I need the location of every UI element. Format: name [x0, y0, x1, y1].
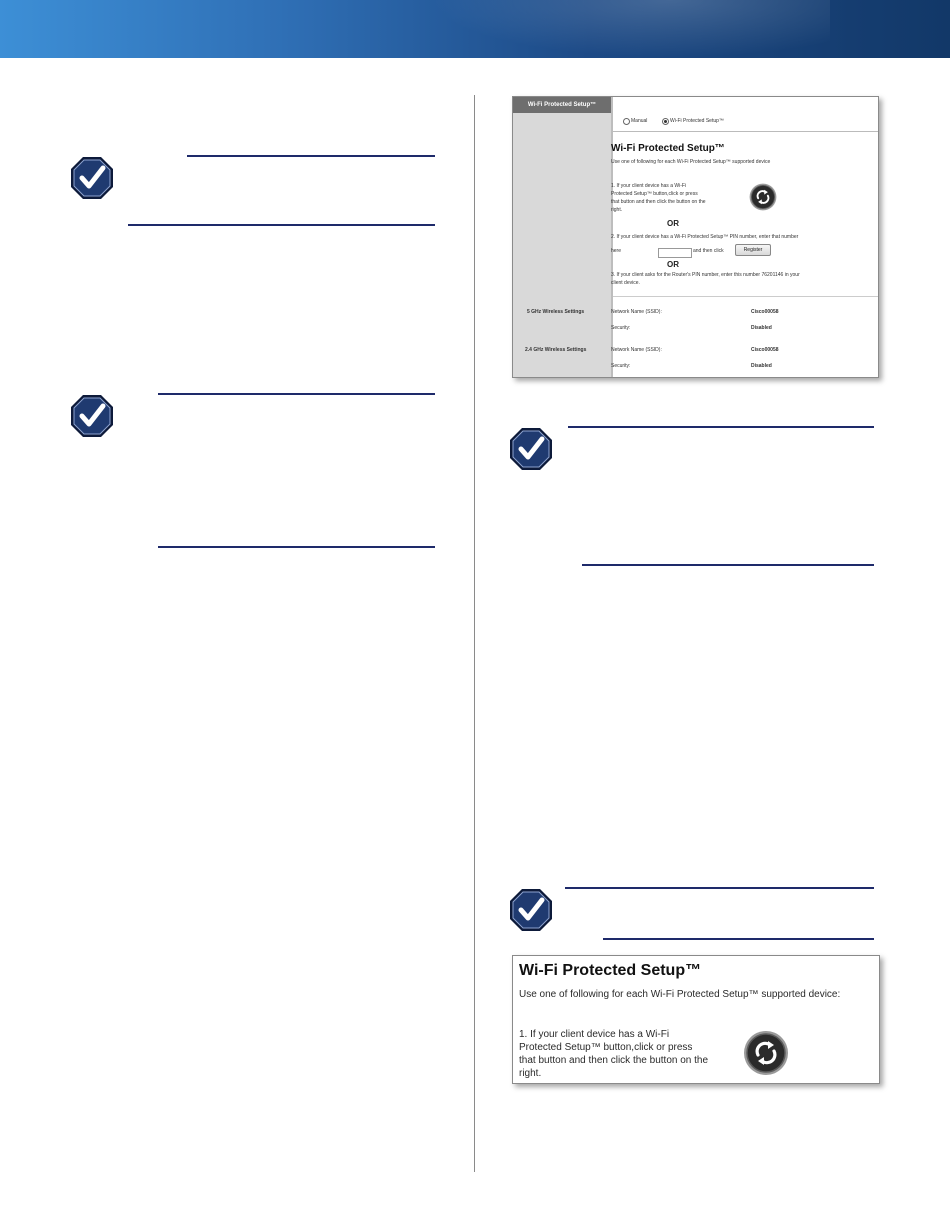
wps-zoom-line3: that button and then click the button on the	[519, 1055, 709, 1066]
option1-line4: right.	[611, 207, 623, 213]
note-top-rule	[568, 426, 874, 428]
wps-push-button-icon[interactable]	[743, 1030, 789, 1076]
wps-zoom-line4: right.	[519, 1068, 542, 1079]
band24-ssid-label: Network Name (SSID):	[611, 347, 662, 353]
wps-zoom-title: Wi-Fi Protected Setup™	[519, 962, 702, 979]
or-separator: OR	[667, 219, 679, 228]
manual-radio-label: Manual	[631, 118, 648, 124]
manual-radio[interactable]	[623, 118, 630, 125]
sidebar-header: Wi-Fi Protected Setup™	[513, 97, 611, 113]
wps-zoom-screenshot	[512, 955, 880, 1084]
band5-security-value: Disabled	[751, 325, 772, 331]
note-bottom-rule	[128, 224, 435, 226]
band24-security-value: Disabled	[751, 363, 772, 369]
band5-ssid-label: Network Name (SSID):	[611, 309, 662, 315]
wps-radio-label: Wi-Fi Protected Setup™	[670, 118, 724, 124]
option1-line1: 1. If your client device has a Wi-Fi	[611, 183, 687, 189]
option2-here: here	[611, 248, 622, 254]
option2-then: and then click	[693, 248, 724, 254]
option2-line1: 2. If your client device has a Wi-Fi Protected Setup™ PIN number, enter that number	[611, 234, 799, 240]
band24-ssid-value: Cisco00058	[751, 347, 779, 353]
option3-line2: client device.	[611, 280, 640, 286]
wps-zoom-subtitle: Use one of following for each Wi-Fi Protected Setup™ supported device:	[519, 989, 841, 1000]
option1-line3: that button and then click the button on the	[611, 199, 706, 205]
note-top-rule	[187, 155, 435, 157]
column-divider	[474, 95, 475, 1172]
wps-zoom-line1: 1. If your client device has a Wi-Fi	[519, 1029, 670, 1040]
wps-push-button-icon[interactable]	[749, 183, 777, 211]
note-bottom-rule	[158, 546, 435, 548]
band24-security-label: Security:	[611, 363, 631, 369]
option3-line1: 3. If your client asks for the Router's PIN number, enter this number 76201146 in your	[611, 272, 800, 278]
page-header-banner	[0, 0, 950, 58]
checkmark-note-icon	[69, 393, 115, 439]
wps-subtitle: Use one of following for each Wi-Fi Protected Setup™ supported device	[611, 159, 771, 165]
banner-glow	[430, 0, 830, 58]
note-bottom-rule	[582, 564, 874, 566]
settings-sidebar	[513, 97, 611, 377]
checkmark-note-icon	[508, 426, 554, 472]
settings-separator	[613, 296, 878, 297]
note-bottom-rule	[603, 938, 874, 940]
wps-screenshot-panel	[512, 96, 879, 378]
band5-ssid-value: Cisco00058	[751, 309, 779, 315]
wps-title: Wi-Fi Protected Setup™	[611, 143, 725, 154]
band5-security-label: Security:	[611, 325, 631, 331]
band5-label: 5 GHz Wireless Settings	[527, 309, 585, 315]
register-button[interactable]: Register	[735, 244, 771, 256]
band24-label: 2.4 GHz Wireless Settings	[525, 347, 587, 353]
wps-zoom-line2: Protected Setup™ button,click or press	[519, 1042, 693, 1053]
pin-input[interactable]	[658, 248, 692, 258]
note-top-rule	[565, 887, 874, 889]
mode-separator	[613, 131, 878, 132]
wps-radio[interactable]	[662, 118, 669, 125]
checkmark-note-icon	[508, 887, 554, 933]
option1-line2: Protected Setup™ button,click or press	[611, 191, 698, 197]
checkmark-note-icon	[69, 155, 115, 201]
note-top-rule	[158, 393, 435, 395]
or-separator: OR	[667, 260, 679, 269]
